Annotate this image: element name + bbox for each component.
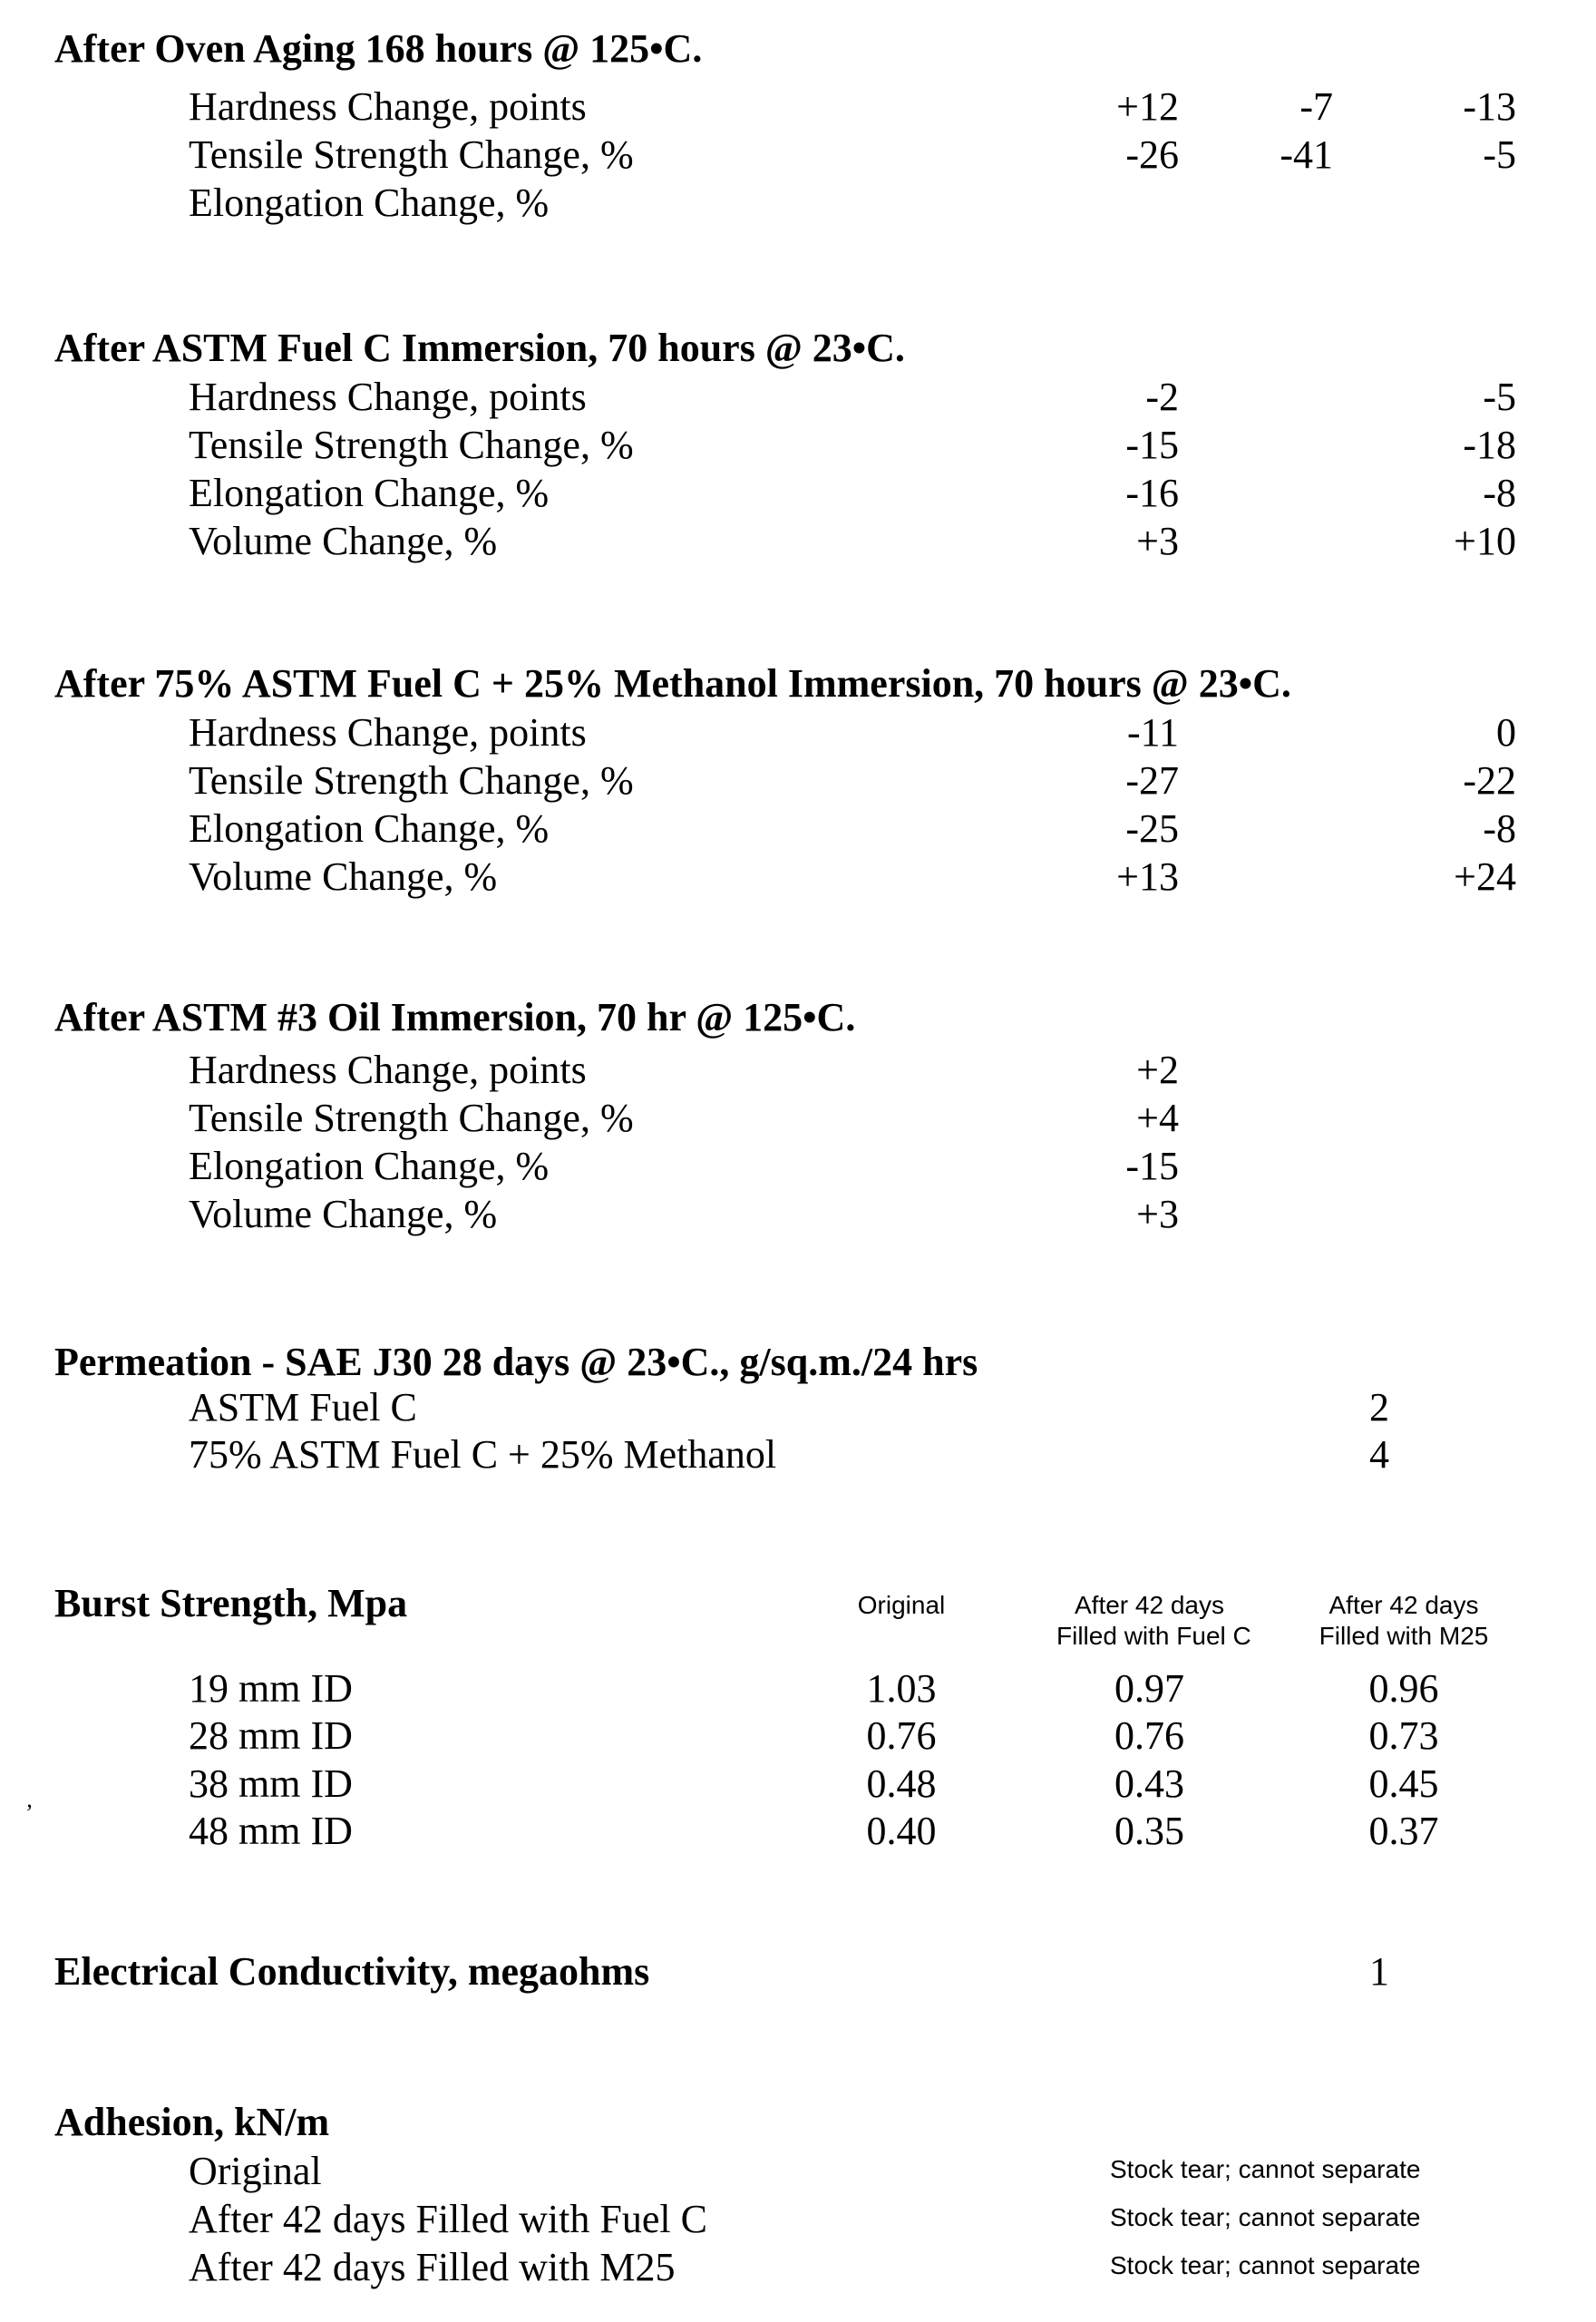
- value-col3: -18: [1463, 423, 1516, 467]
- property-row: [0, 1143, 1596, 1190]
- property-label: Tensile Strength Change, %: [189, 1096, 634, 1140]
- property-label: ASTM Fuel C: [189, 1385, 417, 1429]
- property-row: [0, 1095, 1596, 1142]
- property-label: Hardness Change, points: [189, 710, 587, 755]
- burst-strength-heading-line: [0, 1580, 1596, 1627]
- value-col3: -8: [1483, 471, 1516, 515]
- property-row: [0, 374, 1596, 421]
- burst-fuel-c-value: 0.97: [1114, 1666, 1184, 1711]
- property-row: [0, 1191, 1596, 1238]
- property-label: Volume Change, %: [189, 1192, 498, 1236]
- column-header-m25-line1: After 42 days: [1328, 1591, 1479, 1619]
- property-row: [0, 709, 1596, 756]
- property-row: [0, 1384, 1596, 1431]
- property-label: Hardness Change, points: [189, 375, 587, 419]
- column-header-fuel-c-line1: After 42 days: [1075, 1591, 1224, 1619]
- section-heading: Adhesion, kN/m: [54, 2100, 330, 2144]
- property-row: [0, 2196, 1596, 2243]
- section-oven-aging-heading-line: [0, 25, 1596, 73]
- column-header-original: Original: [857, 1591, 946, 1619]
- section-heading: Permeation - SAE J30 28 days @ 23•C., g/sq.m./24 hrs: [54, 1340, 978, 1384]
- property-label: After 42 days Filled with Fuel C: [189, 2197, 707, 2241]
- property-row: [0, 180, 1596, 227]
- table-row: [0, 1808, 1596, 1855]
- permeation-value: 2: [1369, 1385, 1389, 1429]
- burst-row-label: 48 mm ID: [189, 1809, 353, 1853]
- value-col1: -16: [1125, 471, 1179, 515]
- burst-original-value: 0.48: [866, 1761, 937, 1806]
- property-label: After 42 days Filled with M25: [189, 2245, 676, 2289]
- value-col3: -8: [1483, 806, 1516, 851]
- value-col2: -7: [1299, 84, 1333, 129]
- property-label: Elongation Change, %: [189, 806, 550, 851]
- property-label: Hardness Change, points: [189, 84, 587, 129]
- value-col1: +2: [1136, 1048, 1179, 1092]
- burst-row-label: 19 mm ID: [189, 1666, 353, 1711]
- column-header-m25-line2: Filled with M25: [1319, 1622, 1489, 1650]
- value-col1: -15: [1125, 1144, 1179, 1188]
- permeation-value: 4: [1369, 1432, 1389, 1477]
- value-col1: +13: [1116, 854, 1179, 899]
- burst-fuel-c-value: 0.43: [1114, 1761, 1184, 1806]
- value-col1: +4: [1136, 1096, 1179, 1140]
- property-row: [0, 518, 1596, 565]
- value-col3: -5: [1483, 132, 1516, 177]
- section-oil-immersion-heading-line: [0, 994, 1596, 1041]
- property-row: [0, 422, 1596, 469]
- value-col1: -27: [1125, 758, 1179, 803]
- burst-original-value: 0.40: [866, 1809, 937, 1853]
- section-heading: After Oven Aging 168 hours @ 125•C.: [54, 26, 703, 71]
- property-row: [0, 2148, 1596, 2195]
- burst-row-label: 28 mm ID: [189, 1713, 353, 1758]
- section-heading: After ASTM #3 Oil Immersion, 70 hr @ 125•C.: [54, 995, 856, 1039]
- burst-strength-header-line2: [0, 1622, 1596, 1669]
- value-col1: +3: [1136, 1192, 1179, 1236]
- burst-fuel-c-value: 0.76: [1114, 1713, 1184, 1758]
- column-header-fuel-c-line2: Filled with Fuel C: [1056, 1622, 1251, 1650]
- property-row: [0, 1431, 1596, 1478]
- property-label: Original: [189, 2149, 322, 2193]
- property-label: Volume Change, %: [189, 854, 498, 899]
- section-heading: Burst Strength, Mpa: [54, 1581, 408, 1625]
- burst-m25-value: 0.96: [1368, 1666, 1439, 1711]
- value-col1: +12: [1116, 84, 1179, 129]
- property-label: Tensile Strength Change, %: [189, 423, 634, 467]
- adhesion-result: Stock tear; cannot separate: [1110, 2251, 1421, 2279]
- adhesion-result: Stock tear; cannot separate: [1110, 2155, 1421, 2183]
- property-row: [0, 1047, 1596, 1094]
- burst-m25-value: 0.37: [1368, 1809, 1439, 1853]
- adhesion-result: Stock tear; cannot separate: [1110, 2203, 1421, 2231]
- section-fuel-c-methanol-heading-line: [0, 660, 1596, 707]
- value-col3: -13: [1463, 84, 1516, 129]
- value-col1: -11: [1126, 710, 1179, 755]
- property-label: Tensile Strength Change, %: [189, 758, 634, 803]
- adhesion-heading-line: [0, 2099, 1596, 2146]
- property-label: Elongation Change, %: [189, 471, 550, 515]
- property-label: 75% ASTM Fuel C + 25% Methanol: [189, 1432, 777, 1477]
- value-col3: -5: [1483, 375, 1516, 419]
- property-label: Tensile Strength Change, %: [189, 132, 634, 177]
- value-col1: -25: [1125, 806, 1179, 851]
- burst-fuel-c-value: 0.35: [1114, 1809, 1184, 1853]
- section-heading: After 75% ASTM Fuel C + 25% Methanol Immersion, 70 hours @ 23•C.: [54, 661, 1291, 706]
- electrical-value: 1: [1369, 1949, 1389, 1994]
- section-heading: After ASTM Fuel C Immersion, 70 hours @ 23•C.: [54, 326, 905, 370]
- property-label: Volume Change, %: [189, 519, 498, 563]
- burst-row-label: 38 mm ID: [189, 1761, 353, 1806]
- value-col1: -15: [1125, 423, 1179, 467]
- property-row: [0, 470, 1596, 517]
- property-row: [0, 83, 1596, 131]
- permeation-heading-line: [0, 1339, 1596, 1386]
- property-label: Elongation Change, %: [189, 180, 550, 225]
- property-row: [0, 805, 1596, 853]
- value-col2: -41: [1280, 132, 1333, 177]
- property-label: Hardness Change, points: [189, 1048, 587, 1092]
- burst-m25-value: 0.73: [1368, 1713, 1439, 1758]
- value-col3: +10: [1454, 519, 1516, 563]
- value-col3: -22: [1463, 758, 1516, 803]
- burst-original-value: 0.76: [866, 1713, 937, 1758]
- stray-scan-mark: ’: [25, 1800, 34, 1826]
- property-label: Elongation Change, %: [189, 1144, 550, 1188]
- electrical-conductivity-line: [0, 1948, 1596, 1995]
- burst-m25-value: 0.45: [1368, 1761, 1439, 1806]
- value-col3: +24: [1454, 854, 1516, 899]
- value-col1: -26: [1125, 132, 1179, 177]
- value-col1: -2: [1145, 375, 1179, 419]
- property-row: [0, 757, 1596, 805]
- section-fuel-c-heading-line: [0, 325, 1596, 372]
- property-row: [0, 2244, 1596, 2291]
- table-row: [0, 1712, 1596, 1760]
- section-heading: Electrical Conductivity, megaohms: [54, 1949, 650, 1994]
- property-row: [0, 132, 1596, 179]
- value-col3: 0: [1496, 710, 1516, 755]
- property-row: [0, 854, 1596, 901]
- table-row: [0, 1665, 1596, 1712]
- table-row: [0, 1761, 1596, 1808]
- burst-original-value: 1.03: [866, 1666, 937, 1711]
- value-col1: +3: [1136, 519, 1179, 563]
